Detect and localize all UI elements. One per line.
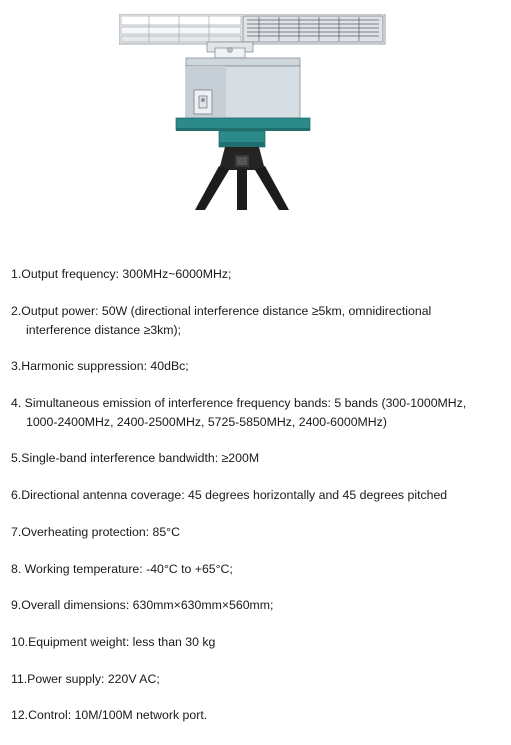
spec-item-harmonic-suppression xyxy=(11,357,501,376)
spec-text-continued: 1000-2400MHz, 2400-2500MHz, 5725-5850MHz, 2400-6000MHz) xyxy=(26,414,387,429)
spec-item-control xyxy=(11,706,501,725)
spec-item-overheating-protection xyxy=(11,523,501,542)
spec-text: 10.Equipment weight: less than 30 kg xyxy=(11,635,216,649)
spec-item-power-supply xyxy=(11,670,501,689)
antenna-panel xyxy=(119,14,385,44)
spec-text: 11.Power supply: 220V AC; xyxy=(11,672,160,686)
spec-text-continued: interference distance ≥3km); xyxy=(26,322,182,337)
spec-text: 12.Control: 10M/100M network port. xyxy=(11,708,208,722)
spec-text: 2.Output power: 50W (directional interference distance ≥5km, omnidirectional xyxy=(11,304,432,318)
spec-item-simultaneous-bands xyxy=(11,394,501,431)
spec-item-output-frequency xyxy=(11,265,501,284)
spec-text: 8. Working temperature: -40°C to +65°C; xyxy=(11,562,233,576)
spec-text: 9.Overall dimensions: 630mm×630mm×560mm; xyxy=(11,598,274,612)
spec-text: 7.Overheating protection: 85°C xyxy=(11,525,180,539)
spec-text: 6.Directional antenna coverage: 45 degrees horizontally and 45 degrees pitched xyxy=(11,488,448,502)
tripod-head xyxy=(219,147,265,170)
product-image xyxy=(119,14,387,210)
spec-item-working-temperature xyxy=(11,560,501,579)
spec-text: 5.Single-band interference bandwidth: ≥200M xyxy=(11,451,260,465)
spec-text: 4. Simultaneous emission of interference frequency bands: 5 bands (300-1000MHz, xyxy=(11,396,467,410)
spec-item-dimensions xyxy=(11,596,501,615)
spec-text: 3.Harmonic suppression: 40dBc; xyxy=(11,359,189,373)
spec-item-weight xyxy=(11,633,501,652)
spec-item-antenna-coverage xyxy=(11,486,501,505)
spec-text: 1.Output frequency: 300MHz~6000MHz; xyxy=(11,267,232,281)
main-housing xyxy=(186,58,300,118)
spec-item-bandwidth xyxy=(11,449,501,468)
spec-item-output-power xyxy=(11,302,501,339)
